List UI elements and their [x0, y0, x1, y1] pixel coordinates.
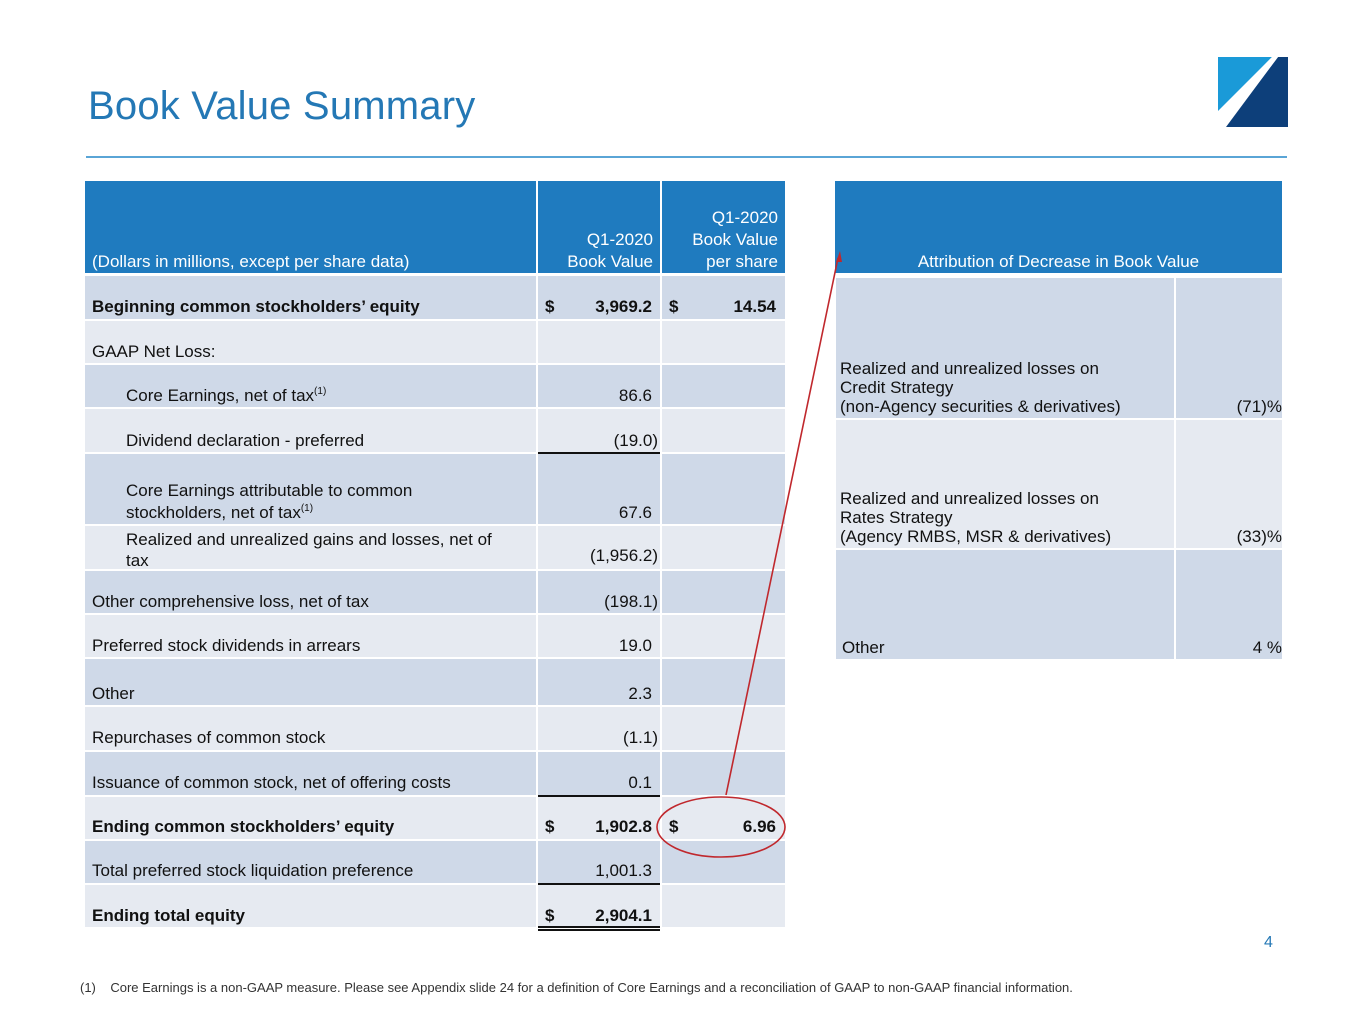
table-row-label: Other comprehensive loss, net of tax [92, 592, 369, 611]
table-row-label: Preferred stock dividends in arrears [92, 636, 361, 655]
table-row-label: Realized and unrealized gains and losses, net of [126, 530, 492, 549]
header-cell-label: (Dollars in millions, except per share data) [85, 181, 536, 273]
page-title: Book Value Summary [88, 84, 476, 128]
attribution-value: 4 % [1252, 638, 1282, 657]
table-row-label: Ending total equity [92, 906, 245, 925]
attribution-row-label: (non-Agency securities & derivatives) [840, 397, 1121, 416]
table-row-label: Dividend declaration - preferred [126, 431, 365, 450]
table-cell-value: 3,969.2 [595, 297, 652, 316]
table-row-label: Issuance of common stock, net of offering costs [92, 773, 451, 792]
table-row-label: Ending common stockholders’ equity [92, 817, 395, 836]
table-row-label: Total preferred stock liquidation preference [92, 861, 414, 880]
highlight-ellipse [657, 797, 785, 857]
table-cell-value: 1,902.8 [595, 817, 652, 836]
table-cell-value: 0.1 [628, 773, 652, 792]
table-cell-value: 1,001.3 [595, 861, 652, 880]
attribution-row-label: (Agency RMBS, MSR & derivatives) [840, 527, 1112, 546]
table-row-label: Repurchases of common stock [92, 728, 326, 747]
attribution-row-label: Rates Strategy [840, 508, 953, 527]
page-number: 4 [1264, 934, 1273, 951]
table-row-label: stockholders, net of tax$^{(1)}$ [126, 503, 314, 522]
table-cell-value: 14.54 [733, 297, 776, 316]
table-cell-value: 6.96 [742, 817, 776, 836]
attribution-row-label: Realized and unrealized losses on [840, 489, 1099, 508]
table-cell-value: 86.6 [618, 386, 652, 405]
attribution-row-label: Credit Strategy [840, 378, 954, 397]
header-cell-book-value: Q1-2020 Book Value [538, 181, 660, 273]
attribution-row-label: Other [842, 638, 885, 657]
annotation-arrow-line [726, 258, 838, 795]
attribution-row-label: Realized and unrealized losses on [840, 359, 1099, 378]
attribution-value: (71)% [1236, 397, 1282, 416]
table-row-label: Core Earnings attributable to common [126, 481, 413, 500]
table-cell-value: (1,956.2) [589, 546, 658, 565]
footnote: (1) Core Earnings is a non-GAAP measure. Please see Appendix slide 24 for a definition of Core Earnings and a reconciliation of GAAP to non-GAAP financial information. [80, 980, 1073, 995]
annotation-arrow-head-icon [836, 251, 842, 262]
table-cell-value: 2.3 [628, 684, 652, 703]
table-cell-value: 67.6 [618, 503, 652, 522]
attribution-header: Attribution of Decrease in Book Value [835, 181, 1282, 273]
header-cell-per-share: Q1-2020 Book Value per share [662, 181, 785, 273]
table-row-label: GAAP Net Loss: [92, 342, 216, 361]
table-cell-value: (198.1) [604, 592, 658, 611]
table-row-label: Core Earnings, net of tax$^{(1)}$ [126, 386, 327, 405]
table-row-label: Other [92, 684, 135, 703]
table-cell-value: (1.1) [623, 728, 658, 747]
table-row-label: tax [126, 551, 149, 570]
table-cell-value: (19.0) [613, 431, 658, 450]
table-cell-value: 19.0 [618, 636, 652, 655]
table-cell-value: 2,904.1 [595, 906, 652, 925]
table-row-label: Beginning common stockholders’ equity [92, 297, 420, 316]
attribution-value: (33)% [1236, 527, 1282, 546]
